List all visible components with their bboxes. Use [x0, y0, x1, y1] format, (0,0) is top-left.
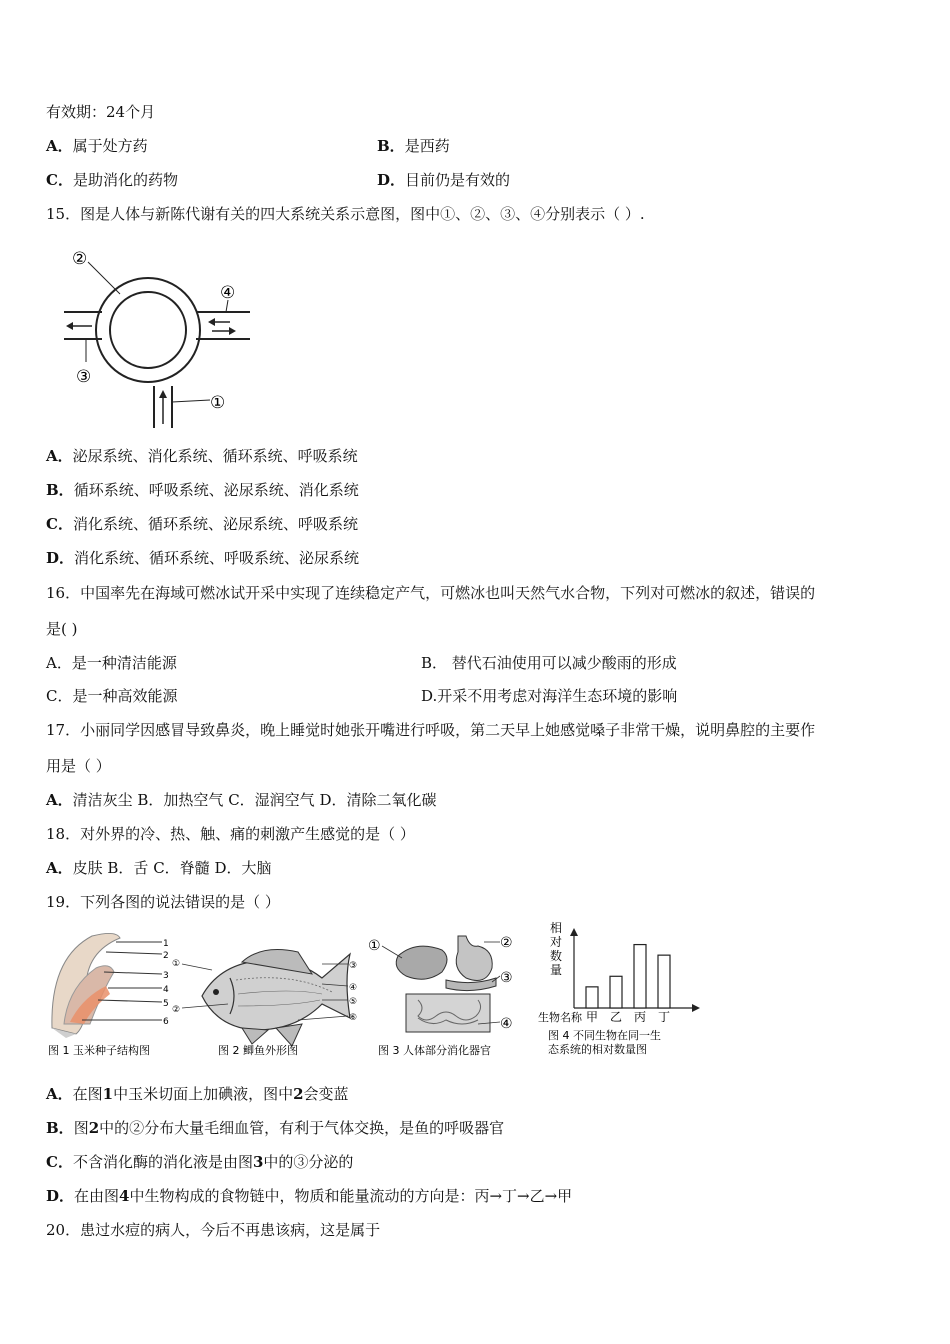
svg-text:2: 2 — [163, 951, 169, 961]
label-2: ② — [72, 249, 88, 269]
option-letter: A． — [46, 447, 73, 465]
q14-opt-d: 目前仍是有效的 — [405, 171, 511, 189]
q19-opt-b-text: 中的②分布大量毛细血管，有利于气体交换，是鱼的呼吸器官 — [99, 1119, 505, 1137]
option-letter: C． — [46, 171, 73, 189]
q19-opt-d-text: 中生物构成的食物链中，物质和能量流动的方向是：丙→丁→乙→甲 — [129, 1187, 573, 1205]
fig4-caption-2: 态系统的相对数量图 — [548, 1043, 647, 1056]
q19-opt-d-text: 在由图 — [74, 1187, 120, 1205]
fig4-ylabel-char: 相 — [550, 921, 563, 935]
svg-text:①: ① — [368, 938, 381, 954]
q15-opt-a-line — [46, 446, 358, 466]
q15-opt-b-line — [46, 480, 359, 500]
q15-opt-c: 消化系统、循环系统、泌尿系统、呼吸系统 — [72, 515, 358, 533]
fig4-bar-1 — [610, 976, 622, 1008]
q14-options-row2 — [46, 170, 511, 190]
q19-opt-b-text: 图 — [73, 1119, 89, 1137]
q17-stem-1: 17．小丽同学因感冒导致鼻炎，晚上睡觉时她张开嘴进行呼吸，第二天早上她感觉嗓子非常干燥，说明鼻腔的主要作 — [46, 721, 816, 739]
option-letter: D． — [46, 549, 75, 567]
svg-text:②: ② — [500, 935, 513, 951]
svg-text:1: 1 — [163, 939, 169, 949]
option-letter: B． — [46, 481, 74, 499]
q16-opt-c: C．是一种高效能源 — [46, 687, 178, 705]
ring-inner — [110, 292, 186, 368]
option-letter: A． — [46, 859, 73, 877]
q19-opt-a-num: 2 — [293, 1085, 304, 1103]
q15-opt-b: 循环系统、呼吸系统、泌尿系统、消化系统 — [73, 481, 359, 499]
q19-opt-c-text: 中的③分泌的 — [263, 1153, 354, 1171]
fig1-corn-seed — [46, 928, 176, 1060]
q19-stem: 19．下列各图的说法错误的是（ ） — [46, 893, 280, 911]
fig4-relative-quantity-chart — [536, 918, 706, 1060]
option-letter: D． — [46, 1187, 75, 1205]
fig4-category-label: 乙 — [610, 1010, 623, 1024]
fig4-ylabel-char: 对 — [550, 935, 563, 949]
q14-opt-a: 属于处方药 — [72, 137, 148, 155]
fig4-bar-0 — [586, 987, 598, 1008]
fig4-ylabel-char: 量 — [550, 963, 563, 977]
svg-text:③: ③ — [500, 970, 513, 986]
fig3-caption: 图 3 人体部分消化器官 — [378, 1044, 491, 1057]
option-letter: C． — [46, 1153, 73, 1171]
option-letter: D． — [377, 171, 406, 189]
q19-opt-c-line — [46, 1152, 353, 1172]
svg-text:4: 4 — [163, 985, 169, 995]
fig4-category-label: 丙 — [634, 1010, 647, 1024]
fig3-digestive-organs — [366, 928, 526, 1060]
fig4-xlabel: 生物名称 — [538, 1011, 582, 1024]
q19-opt-a-text: 在图 — [72, 1085, 103, 1103]
fig4-category-label: 甲 — [586, 1010, 599, 1024]
q16-options-row1 — [46, 653, 677, 673]
q15-opt-d: 消化系统、循环系统、呼吸系统、泌尿系统 — [74, 549, 360, 567]
label-1: ① — [210, 393, 226, 413]
q15-opt-d-line — [46, 548, 359, 568]
svg-text:3: 3 — [163, 971, 169, 981]
option-letter: B． — [46, 1119, 74, 1137]
q14-opt-b: 是西药 — [404, 137, 450, 155]
svg-text:④: ④ — [349, 983, 358, 993]
fig4-ylabel-char: 数 — [550, 949, 563, 963]
q19-opt-a-num: 1 — [102, 1085, 114, 1103]
svg-text:②: ② — [172, 1005, 181, 1015]
q16-stem-2: 是( ) — [46, 620, 78, 638]
q19-opt-c-num: 3 — [252, 1153, 264, 1171]
fig2-caption: 图 2 鲫鱼外形图 — [218, 1044, 298, 1057]
svg-text:①: ① — [172, 959, 181, 969]
q17-stem-2: 用是（ ） — [46, 757, 111, 775]
fig4-bar-3 — [658, 955, 670, 1008]
fig4-caption-1: 图 4 不同生物在同一生 — [548, 1029, 661, 1042]
q17-options — [46, 790, 436, 810]
q19-opt-d-line — [46, 1186, 572, 1206]
option-letter: B． — [377, 137, 405, 155]
q14-options-row1 — [46, 136, 450, 156]
q17-options-text: 清洁灰尘 B．加热空气 C．湿润空气 D．清除二氧化碳 — [72, 791, 437, 809]
label-4: ④ — [220, 283, 236, 303]
q15-systems-diagram — [60, 242, 260, 432]
option-letter: A． — [46, 1085, 73, 1103]
q19-opt-a-text: 中玉米切面上加碘液，图中 — [113, 1085, 294, 1103]
q14-validity: 有效期：24个月 — [46, 103, 156, 121]
q14-opt-c: 是助消化的药物 — [72, 171, 178, 189]
q20-stem: 20．患过水痘的病人，今后不再患该病，这是属于 — [46, 1221, 381, 1239]
q19-opt-d-num: 4 — [119, 1187, 130, 1205]
option-letter: A． — [46, 791, 73, 809]
q19-opt-c-text: 不含消化酶的消化液是由图 — [72, 1153, 253, 1171]
svg-text:⑥: ⑥ — [349, 1013, 358, 1023]
q19-opt-b-line — [46, 1118, 504, 1138]
q18-options-text: 皮肤 B．舌 C．脊髓 D．大脑 — [72, 859, 272, 877]
option-letter: A． — [46, 137, 73, 155]
svg-text:5: 5 — [163, 999, 169, 1009]
fig4-category-label: 丁 — [658, 1010, 671, 1024]
q15-opt-c-line — [46, 514, 358, 534]
q16-stem-1: 16．中国率先在海域可燃冰试开采中实现了连续稳定产气，可燃冰也叫天然气水合物，下列对可燃冰的叙述，错误的 — [46, 584, 816, 602]
fig1-caption: 图 1 玉米种子结构图 — [48, 1044, 150, 1057]
ring-outer — [96, 278, 200, 382]
option-letter: C． — [46, 515, 73, 533]
q15-opt-a: 泌尿系统、消化系统、循环系统、呼吸系统 — [72, 447, 358, 465]
q19-opt-a-text: 会变蓝 — [303, 1085, 349, 1103]
q16-opt-a: A．是一种清洁能源 — [46, 654, 177, 672]
label-3: ③ — [76, 367, 92, 387]
q16-opt-b: B． 替代石油使用可以减少酸雨的形成 — [421, 654, 677, 672]
q16-options-row2 — [46, 686, 678, 706]
q16-opt-d: D.开采不用考虑对海洋生态环境的影响 — [421, 687, 678, 705]
svg-text:6: 6 — [163, 1017, 169, 1027]
svg-text:③: ③ — [349, 961, 358, 971]
q18-options — [46, 858, 271, 878]
fig2-carp — [172, 934, 362, 1060]
fig4-bar-2 — [634, 945, 646, 1008]
q18-stem: 18．对外界的冷、热、触、痛的刺激产生感觉的是（ ） — [46, 825, 415, 843]
q19-opt-a-line — [46, 1084, 349, 1104]
svg-text:⑤: ⑤ — [349, 997, 358, 1007]
svg-text:④: ④ — [500, 1016, 513, 1032]
q19-opt-b-num: 2 — [88, 1119, 100, 1137]
q15-stem: 15．图是人体与新陈代谢有关的四大系统关系示意图，图中①、②、③、④分别表示（ ）. — [46, 205, 645, 223]
